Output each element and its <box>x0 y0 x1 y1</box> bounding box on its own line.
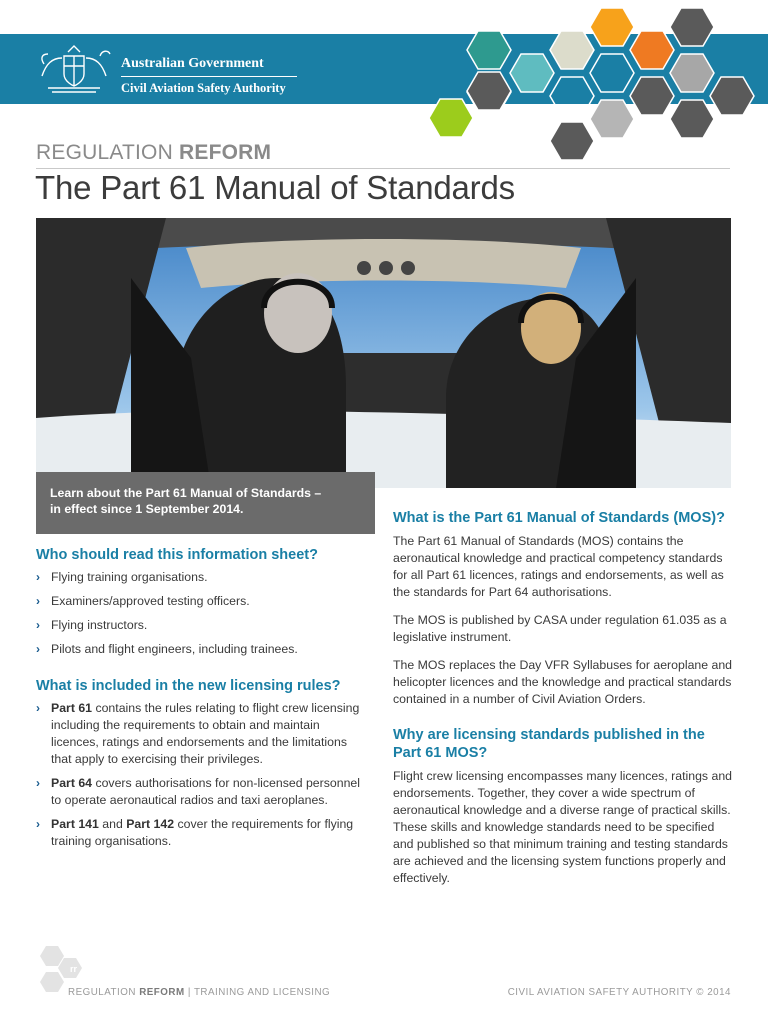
coat-of-arms-icon <box>34 42 114 96</box>
callout-line-1: Learn about the Part 61 Manual of Standards – <box>50 486 322 500</box>
chevron-right-icon: › <box>36 642 40 656</box>
list-item: › Part 64 covers authorisations for non-licensed personnel to operate aeronautical radios and taxi aeroplanes. <box>36 776 360 807</box>
hex-dark-5 <box>670 100 714 138</box>
chevron-right-icon: › <box>36 701 40 715</box>
footer-series: REGULATION REFORM | TRAINING AND LICENSING <box>68 987 331 998</box>
included-heading: What is included in the new licensing rules? <box>36 678 341 694</box>
left-column <box>36 546 370 850</box>
list-item: › Pilots and flight engineers, including trainees. <box>36 642 298 656</box>
chevron-right-icon: › <box>36 594 40 608</box>
list-item: › Flying instructors. <box>36 618 148 632</box>
chevron-right-icon: › <box>36 776 40 790</box>
hex-dark-6 <box>550 122 594 160</box>
chevron-right-icon: › <box>36 570 40 584</box>
who-heading: Who should read this information sheet? <box>36 547 318 563</box>
chevron-right-icon: › <box>36 817 40 831</box>
government-lockup <box>121 56 297 95</box>
list-item: › Flying training organisations. <box>36 570 208 584</box>
cockpit-photo <box>36 218 731 488</box>
lockup-divider <box>121 76 297 77</box>
list-item: › Part 141 and Part 142 cover the requirements for flying training organisations. <box>36 817 354 848</box>
mos-paragraph-2: The MOS is published by CASA under regulation 61.035 as a legislative instrument. <box>393 613 727 644</box>
mos-paragraph-3: The MOS replaces the Day VFR Syllabuses for aeroplane and helicopter licences and the knowledge and practical standards contained in a number of Civil Aviation Orders. <box>393 658 733 706</box>
gov-line-1: Australian Government <box>121 56 264 71</box>
series-label <box>36 141 271 165</box>
why-paragraph: Flight crew licensing encompasses many licences, ratings and endorsements. Together, they cover a wide spectrum of aeronautical knowledge and a diverse range of practical skills. These skills and knowledge standards need to be specified and published so that minimum training and testing standards are achieved and the licensing system functions properly and effectively. <box>393 769 733 885</box>
audience-list <box>36 569 370 658</box>
series-label-bold: REFORM <box>179 141 272 164</box>
mos-paragraph-1: The Part 61 Manual of Standards (MOS) contains the aeronautical knowledge and practical competency standards for all Part 61 licences, ratings and endorsements, as well as the standards for Part 64 authorisations. <box>393 534 724 599</box>
svg-text:rr: rr <box>70 964 78 974</box>
callout-line-2: in effect since 1 September 2014. <box>50 502 244 516</box>
series-label-regular: REGULATION <box>36 141 179 164</box>
right-column <box>393 509 733 887</box>
page-title: The Part 61 Manual of Standards <box>35 169 515 206</box>
gov-line-2: Civil Aviation Safety Authority <box>121 81 286 95</box>
chevron-right-icon: › <box>36 618 40 632</box>
list-item: › Examiners/approved testing officers. <box>36 594 250 608</box>
why-heading: Why are licensing standards published in the Part 61 MOS? <box>393 727 705 761</box>
rules-list <box>36 700 370 850</box>
hex-lime <box>429 99 473 137</box>
summary-callout <box>36 472 375 534</box>
list-item: › Part 61 contains the rules relating to flight crew licensing including the requirements to obtain and maintain licences, ratings and endorsements and the limitations that apply to exercising their privileges. <box>36 701 360 766</box>
mos-heading: What is the Part 61 Manual of Standards (MOS)? <box>393 510 725 526</box>
header-banner <box>0 34 768 104</box>
footer-copyright: CIVIL AVIATION SAFETY AUTHORITY © 2014 <box>507 987 731 998</box>
hex-grey-2 <box>590 100 634 138</box>
